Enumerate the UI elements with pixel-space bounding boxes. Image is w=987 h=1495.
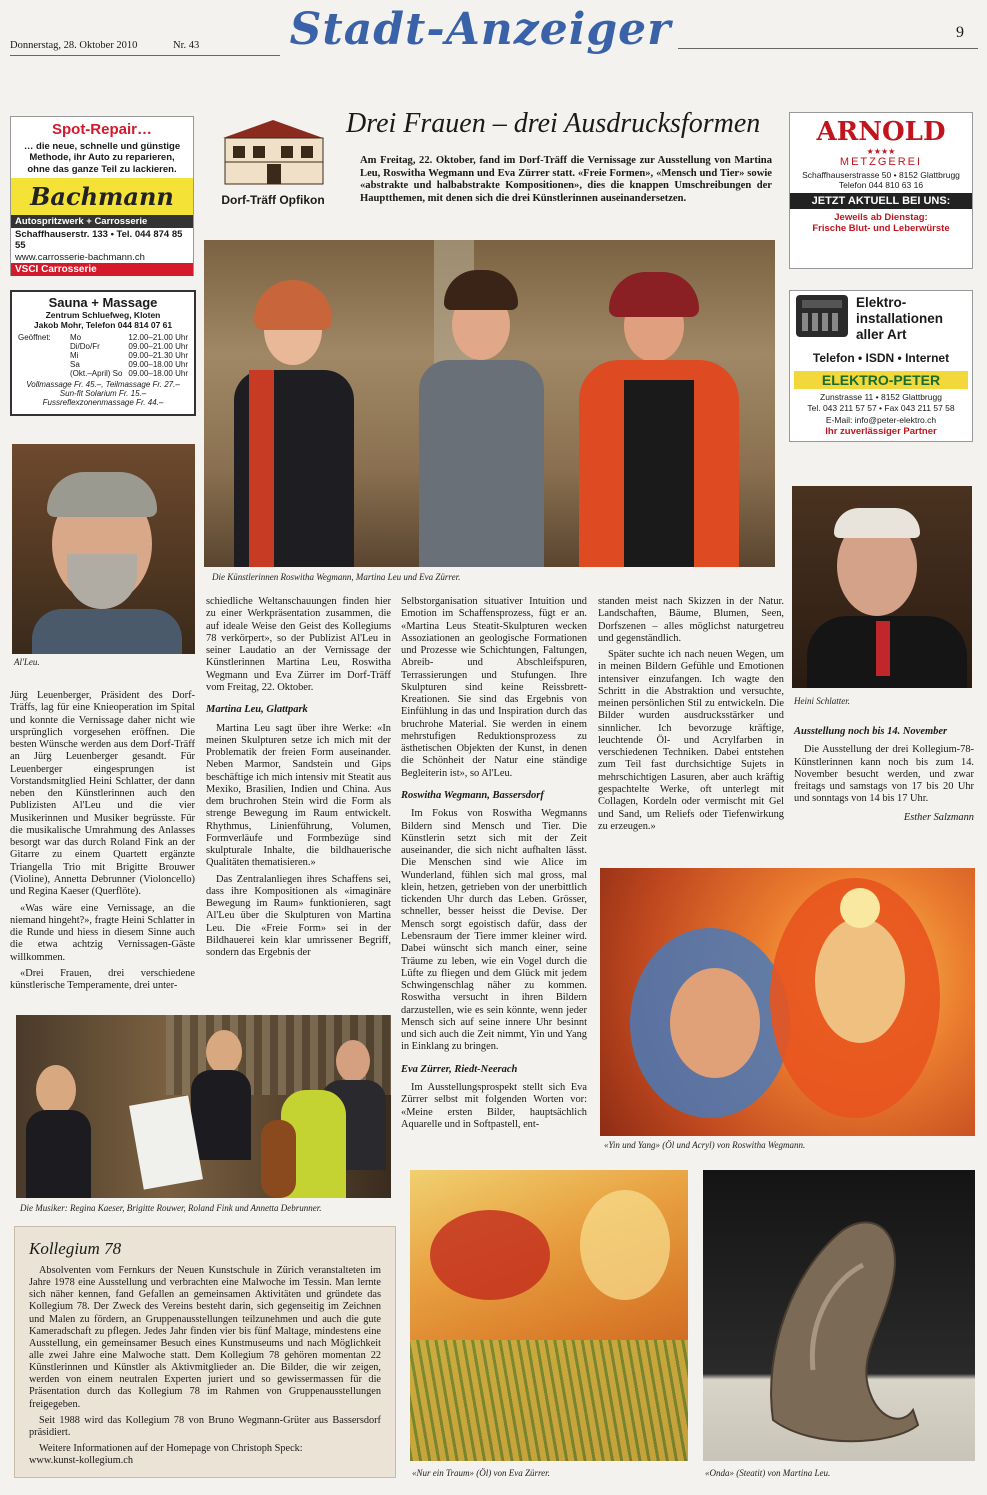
article-lead: Am Freitag, 22. Oktober, fand im Dorf-Träff die Vernissage zur Ausstellung von Martina Leu, Roswitha Wegmann und Eva Zürrer statt. «Freie Formen», «Mensch und Tier» sowie «abstrakte und halbabstrakte Kompositionen», dies die knappen Umschreibungen der Hauptthemen, mit denen sich die drei Künstlerinnen auseinandersetzen. — [360, 155, 772, 204]
heading-leu: Martina Leu, Glattpark — [206, 704, 308, 716]
col4-para-1: standen meist nach Skizzen in der Natur. Landschaften, Bäume, Blumen, Seen, Dorfszenen – alles möglichst naturgetreu und gegenständlich. — [598, 596, 784, 644]
heading-zuerrer: Eva Zürrer, Riedt-Neerach — [401, 1063, 518, 1075]
column-3 — [401, 596, 587, 1135]
sauna-hours-day: Sa — [70, 360, 80, 369]
alleu-caption: Al'Leu. — [14, 657, 40, 667]
column-4 — [598, 596, 784, 837]
sauna-hours-row — [70, 351, 188, 360]
ad-elektro-address: Zunstrasse 11 • 8152 Glattbrugg — [820, 392, 942, 402]
main-photo — [204, 240, 775, 567]
col2-para-2: Das Zentralanliegen ihres Schaffens sei, dass ihre Kompositionen als «imaginäre Bewegung im Raum» funktionieren, sagt Al'Leu über die Skulpturen von Martina Leu. Die «Freie Form» sei in der Bildhauerei kein klar umrissener Begriff, sondern das Ergebnis der — [206, 873, 391, 959]
ad-sauna — [10, 290, 196, 416]
ad-arnold-stars: ★★★★ — [866, 147, 896, 156]
ad-sauna-open-label: Geöffnet: — [18, 333, 51, 342]
photo-alleu — [12, 444, 195, 654]
col4-para-2: Später suchte ich nach neuen Wegen, um in meinen Bildern Gefühle und Emotionen intensiver einzufangen. Ich wagte den Schritt in die Abstraktion und versuchte, meinen persönlichen Stil zu entwickeln. Die Bilder wurden ausdrucksstärker und sinnlicher. Ich bevorzuge kräftige, leuchtende Öl- und Acrylfarben in verschiedenen Techniken. Dabei entstehen zum Teil fast durchsichtige Sujets in mehrschichtigen Lasuren, aber auch kräftig gespachtelte Werke, oft unterlegt mit Collagen, Kordeln oder vermischt mit Gel und Sand, um Reliefs oder Tiefenwirkung zu erzeugen.» — [598, 649, 784, 832]
ad-sauna-owner: Jakob Mohr, Telefon 044 814 07 61 — [33, 320, 173, 330]
sauna-hours-time: 09.00–18.00 Uhr — [128, 360, 188, 369]
ad-elektro-l4: Telefon • ISDN • Internet — [812, 351, 950, 365]
kollegium-body3: Weitere Informationen auf der Homepage von Christoph Speck: — [39, 1442, 303, 1454]
ad-sauna-title: Sauna + Massage — [48, 295, 158, 310]
ad-sauna-prices3: Fussreflexzonenmassage Fr. 44.– — [42, 398, 164, 407]
sauna-hours-row — [70, 333, 188, 342]
col3-wegmann: Im Fokus von Roswitha Wegmanns Bildern sind Mensch und Tier. Die Künstlerin setzt sich mit der Zeit auseinander, die sich nicht aufhalten lässt. Die Menschen sind wie Alice im Wunderland, fühlen sich mal gross, mal klein, hetzen, getrieben von der unerbittlich tickenden Uhr durch das Leben. Grösser, schneller, besser heisst die Devise. Der Mensch sorgt egoistisch dafür, dass der Lebensraum der Tiere immer kleiner wird. Dabei wünscht sich manch einer, seine Träume zu leben, wie ein Vogel durch die Lüfte zu fliegen und dem Glück mit jedem Schwingenschlag näher zu kommen. Roswitha versucht in ihren Bildern darzustellen, wie es sein könnte, wenn jeder Mensch sich auf seine innere Uhr besinnt und sich auch die Zeit nimmt, Yin und Yang in Einklang zu bringen. — [401, 808, 587, 1053]
sculpture-onda — [703, 1170, 975, 1461]
header-rule-left — [10, 55, 280, 56]
kollegium-box — [14, 1226, 396, 1478]
dorf-traeff-logo — [205, 116, 341, 206]
ad-sauna-address: Zentrum Schluefweg, Kloten — [45, 310, 161, 320]
sauna-hours-day: (Okt.–April) So — [70, 369, 123, 378]
ad-elektro-l2: installationen — [856, 310, 944, 326]
ad-arnold-phone: Telefon 044 810 63 16 — [838, 180, 924, 190]
ad-elektro-l1: Elektro- — [856, 295, 907, 310]
col1-para-1: Jürg Leuenberger, Präsident des Dorf-Träffs, lag für eine Knieoperation im Spital und konnte die Vernissage daher nicht wie ursprünglich vorgesehen eröffnen. Die besten Wünsche werden aus dem Dorf-Träff an Jürg Leuenberger gesandt. Für Leuenberger eingesprungen ist Vorstandsmitglied Heini Schlatter, der dann neben den Künstlerinnen auch den Publizisten Al'Leu und die vier Musikerinnen und Musiker begrüsste. Für die musikalische Umrahmung des Anlasses besorgt war das durch Roland Fink an der Gitarre zu einem Quartett ergänzte Triangella Trio mit Brigitte Brouwer (Violine), Annetta Debrunner (Violoncello) und Regina Kaeser (Querflöte). — [10, 690, 195, 898]
col2-top: schiedliche Weltanschauungen finden hier zu einer Werkpräsentation zusammen, die auf ideale Weise den Geist des Kollegiums 78 verkörpert», so der Publizist Al'Leu in seiner Laudatio an der Vernissage der Künstlerinnen Martina Leu, Roswitha Wegmann und Eva Zürrer im Dorf-Träff vom Freitag, 22. Oktober. — [206, 596, 391, 693]
main-photo-caption: Die Künstlerinnen Roswitha Wegmann, Martina Leu und Eva Zürrer. — [212, 572, 461, 582]
yinyang-caption: «Yin und Yang» (Öl und Acryl) von Roswitha Wegmann. — [604, 1140, 806, 1150]
ad-sauna-prices1: Vollmassage Fr. 45.–, Teilmassage Fr. 27.– — [26, 380, 180, 389]
heading-exhibit: Ausstellung noch bis 14. November — [794, 726, 948, 737]
sauna-hours-row — [70, 342, 188, 351]
photo-schlatter — [792, 486, 972, 688]
ad-arnold-sub: METZGEREI — [839, 156, 923, 168]
header-rule-right — [678, 48, 978, 49]
sauna-hours-day: Mi — [70, 351, 79, 360]
sauna-hours-day: Mo — [70, 333, 82, 342]
photo-musicians — [16, 1015, 391, 1198]
col3-top: Selbstorganisation situativer Intuition und Emotion im Schaffensprozess, fügt er an. «Martina Leus Steatit-Skulpturen wecken Assoziationen an geologische Formationen und Prozesse wie Schichtungen, Faltungen, Abreib- und Abschleifspuren, Terrassierungen und Stufungen. Ihre Skulpturen sind keine Reissbrett-Kreationen. Sie sind das Ergebnis von Einfühlung in das und Inspiration durch das bruchrohe Material. Sie werden in einem mehrstufigen Reduktionsprozess zu ästhetischen Objekten der Kunst, in denen die Schönheit der Natur eine ständige Begleiterin ist», so Al'Leu. — [401, 596, 587, 779]
musicians-caption: Die Musiker: Regina Kaeser, Brigitte Rouwer, Roland Fink und Annetta Debrunner. — [20, 1203, 322, 1213]
sauna-hours-time: 09.00–21.00 Uhr — [128, 342, 188, 351]
sauna-hours-day: Di/Do/Fr — [70, 342, 100, 351]
ad-sauna-hours — [18, 333, 188, 378]
ad-spot-text: … die neue, schnelle und günstige Methode, ihr Auto zu reparieren, ohne das ganze Teil zu lackieren. — [23, 141, 181, 175]
ad-spot-line4: VSCI Carrosserie — [11, 263, 193, 276]
ad-elektro-slogan: Ihr zuverlässiger Partner — [825, 426, 937, 437]
column-5 — [794, 726, 974, 824]
ad-elektro-brand: ELEKTRO-PETER — [794, 371, 968, 389]
ad-elektro-phones: Tel. 043 211 57 57 • Fax 043 211 57 58 — [807, 403, 955, 413]
kollegium-title: Kollegium 78 — [29, 1239, 122, 1258]
ad-spot-line3: www.carrosserie-bachmann.ch — [15, 252, 145, 264]
ad-arnold — [789, 112, 973, 269]
column-2 — [206, 596, 391, 964]
kollegium-url[interactable]: www.kunst-kollegium.ch — [29, 1455, 134, 1467]
ad-arnold-offer1: Jeweils ab Dienstag: — [834, 212, 928, 223]
page-number: 9 — [956, 24, 964, 41]
ad-arnold-banner: JETZT AKTUELL BEI UNS: — [790, 193, 972, 209]
schlatter-caption: Heini Schlatter. — [794, 696, 850, 706]
ad-arnold-brand: ARNOLD — [816, 117, 946, 147]
ad-elektro-l3: aller Art — [856, 326, 907, 342]
sauna-hours-time: 09.00–18.00 Uhr — [128, 369, 188, 378]
col1-para-3: «Drei Frauen, drei verschiedene künstlerische Temperamente, drei unter- — [10, 967, 195, 992]
article-title: Drei Frauen – drei Ausdrucksformen — [346, 108, 761, 139]
onda-caption: «Onda» (Steatit) von Martina Leu. — [705, 1468, 831, 1478]
masthead: Stadt-Anzeiger — [289, 4, 672, 55]
traum-caption: «Nur ein Traum» (Öl) von Eva Zürrer. — [412, 1468, 550, 1478]
column-1 — [10, 690, 195, 996]
sauna-hours-time: 09.00–21.30 Uhr — [128, 351, 188, 360]
ad-spot-title: Spot-Repair… — [51, 121, 152, 138]
ad-arnold-offer2: Frische Blut- und Leberwürste — [812, 223, 950, 234]
ad-spot-repair — [10, 116, 194, 276]
sauna-hours-row — [70, 369, 188, 378]
dorf-traeff-caption: Dorf-Träff Opfikon — [221, 193, 325, 207]
ad-sauna-prices2: Sun-fit Solarium Fr. 15.– — [59, 389, 147, 398]
col3-zuerrer: Im Ausstellungsprospekt stellt sich Eva Zürrer selbst mit folgenden Worten vor: «Meine ersten Bilder, hauptsächlich Aquarelle und in Softpastell, ent- — [401, 1082, 587, 1130]
sauna-hours-time: 12.00–21.00 Uhr — [128, 333, 188, 342]
heading-wegmann: Roswitha Wegmann, Bassersdorf — [401, 789, 544, 801]
ad-spot-line1: Autospritzwerk + Carrosserie — [11, 215, 193, 228]
ad-elektro-email: E-Mail: info@peter-elektro.ch — [825, 415, 937, 425]
phone-icon — [796, 295, 848, 337]
ad-spot-brand: Bachmann — [11, 178, 193, 215]
ad-arnold-address: Schaffhauserstrasse 50 • 8152 Glattbrugg — [802, 170, 960, 180]
painting-yin-yang — [600, 868, 975, 1136]
ad-elektro-peter — [789, 290, 973, 442]
sauna-hours-row — [70, 360, 188, 369]
col1-para-2: «Was wäre eine Vernissage, an die niemand hingeht?», fragte Heini Schlatter in die Runde und hiess in diesem Sinne auch die etwa achtzig Vernissagen-Gäste willkommen. — [10, 902, 195, 963]
ad-spot-line2: Schaffhauserstr. 133 • Tel. 044 874 85 55 — [15, 229, 183, 252]
author-name: Esther Salzmann — [903, 811, 974, 823]
header-date: Donnerstag, 28. Oktober 2010 — [10, 40, 138, 51]
col2-para-1: Martina Leu sagt über ihre Werke: «In meinen Skulpturen setze ich mich mit der Problematik der freien Form auseinander. Neben Marmor, Sandstein und Gips beschäftige ich mich intensiv mit Steatit aus Mexiko, Brasilien, Indien und China. Aus dem bruchrohen Stein wird die Form als strenge Bewegung im Raum entwickelt. Rhythmus, Linienführung, Volumen, Formverläufe und Formbezüge sind skulpturale Inhalte, die bildhauerische Qualitäten thematisieren.» — [206, 722, 391, 869]
col5-text: Die Ausstellung der drei Kollegium-78-Künstlerinnen kann noch bis zum 14. November besucht werden, und zwar freitags und samstags von 17 bis 20 Uhr und sonntags von 14 bis 17 Uhr. — [794, 744, 974, 805]
kollegium-body2: Seit 1988 wird das Kollegium 78 von Bruno Wegmann-Grüter aus Bassersdorf präsidiert. — [29, 1414, 381, 1438]
painting-nur-ein-traum — [410, 1170, 688, 1461]
header-issue: Nr. 43 — [173, 40, 200, 51]
kollegium-body: Absolventen vom Fernkurs der Neuen Kunstschule in Zürich veranstalteten im Jahre 1978 eine Ausstellung und verbrachten eine Malwoche im Tessin. Man lernte sich näher kennen, fand Gefallen an gemeinsamen Aktivitäten und gründete das Kollegium 78. Der Zweck des Vereins besteht darin, sich gegenseitig im Zeichnen und Malen zu fördern, an Gruppenausstellungen teilzunehmen und auch die gute Kameradschaft zu pflegen. Jedes Jahr finden vier bis fünf Maltage, mindestens eine Ausstellung, ein gemeinsamer Besuch eines Kunstmuseums und nach Möglichkeit alle zwei Jahre eine Malwoche statt. Dem Kollegium 78 gehören momentan 22 Künstlerinnen und Künstler als Aktivmitglieder an. Die Bilder, die wir zeigen, werden von einem neutralen Experten juriert und so gewissermassen für die Präsentation durch das Kollegium 78 im Rahmen von Gruppenausstellungen freigegeben. — [29, 1265, 381, 1410]
